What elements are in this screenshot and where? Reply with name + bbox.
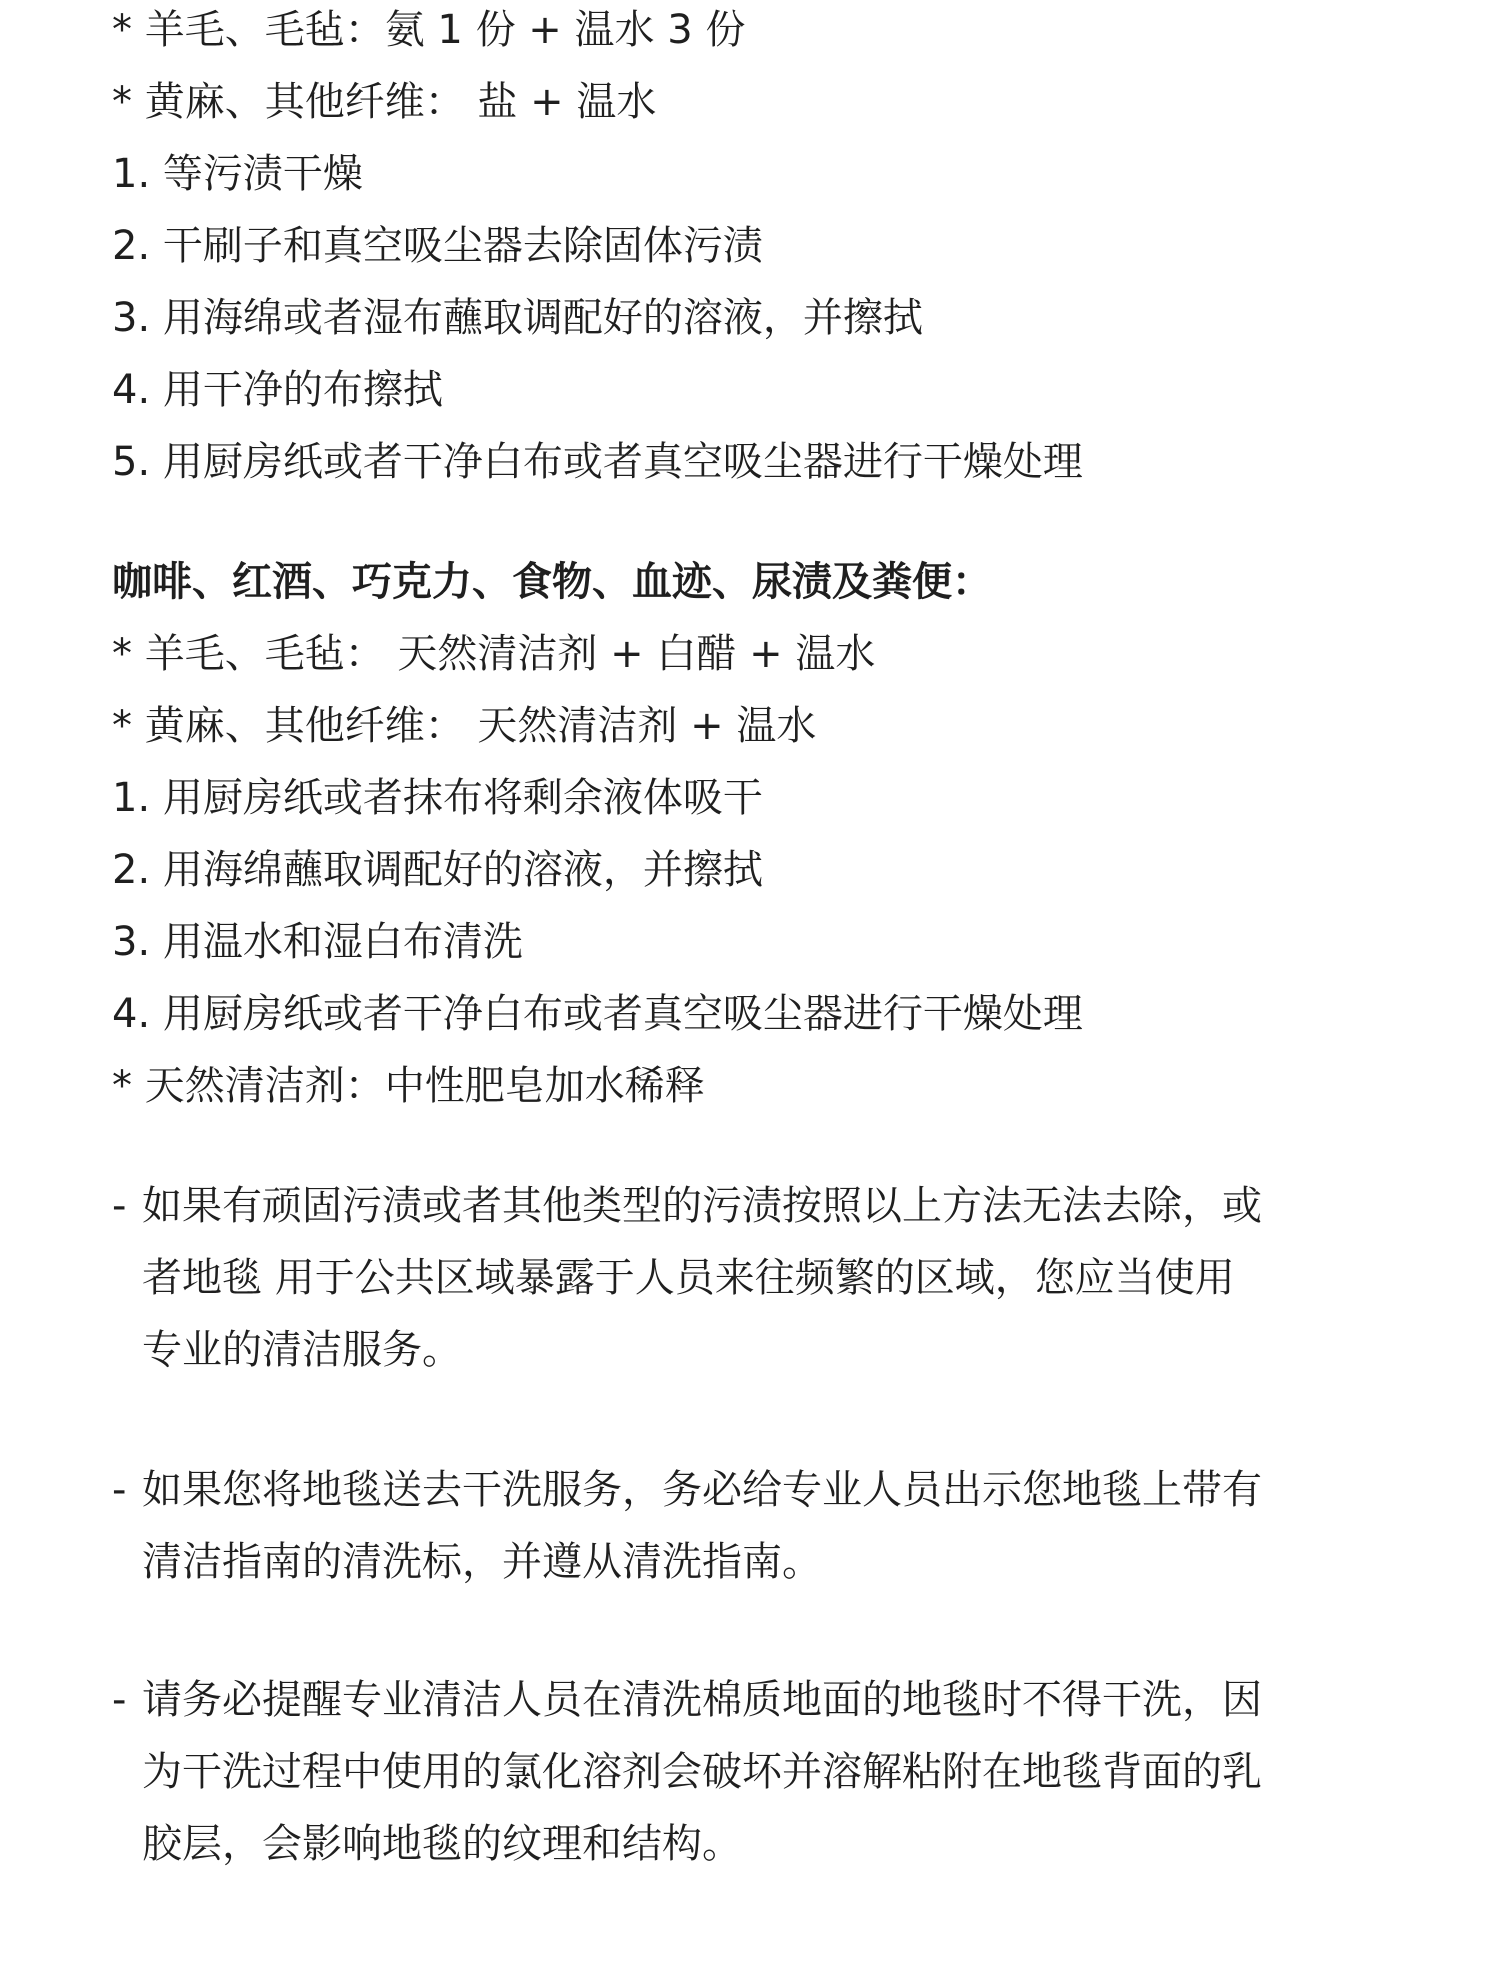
dash-bullet: - bbox=[112, 1467, 127, 1513]
note-line: 者地毯 用于公共区域暴露于人员来往频繁的区域，您应当使用 bbox=[142, 1255, 1235, 1301]
step-item: 3. 用温水和湿白布清洗 bbox=[112, 919, 523, 965]
note-line: 为干洗过程中使用的氯化溶剂会破坏并溶解粘附在地毯背面的乳 bbox=[142, 1749, 1262, 1795]
note-line: 胶层，会影响地毯的纹理和结构。 bbox=[142, 1821, 742, 1867]
fiber-jute-recipe: * 黄麻、其他纤维： 盐 + 温水 bbox=[112, 79, 657, 125]
fiber-jute-recipe: * 黄麻、其他纤维： 天然清洁剂 + 温水 bbox=[112, 703, 817, 749]
step-item: 2. 干刷子和真空吸尘器去除固体污渍 bbox=[112, 223, 763, 269]
fiber-wool-recipe: * 羊毛、毛毡：氨 1 份 + 温水 3 份 bbox=[112, 7, 746, 53]
step-item: 1. 等污渍干燥 bbox=[112, 151, 363, 197]
note-line: 清洁指南的清洗标，并遵从清洗指南。 bbox=[142, 1539, 822, 1585]
step-item: 5. 用厨房纸或者干净白布或者真空吸尘器进行干燥处理 bbox=[112, 439, 1083, 485]
section-heading: 咖啡、红酒、巧克力、食物、血迹、尿渍及粪便： bbox=[112, 559, 992, 605]
dash-bullet: - bbox=[112, 1677, 127, 1723]
step-item: 2. 用海绵蘸取调配好的溶液，并擦拭 bbox=[112, 847, 763, 893]
note-line: 如果有顽固污渍或者其他类型的污渍按照以上方法无法去除，或 bbox=[142, 1183, 1262, 1229]
step-item: 4. 用干净的布擦拭 bbox=[112, 367, 443, 413]
step-item: 3. 用海绵或者湿布蘸取调配好的溶液，并擦拭 bbox=[112, 295, 923, 341]
step-item: 1. 用厨房纸或者抹布将剩余液体吸干 bbox=[112, 775, 763, 821]
dash-bullet: - bbox=[112, 1183, 127, 1229]
footnote: * 天然清洁剂：中性肥皂加水稀释 bbox=[112, 1063, 705, 1109]
note-line: 请务必提醒专业清洁人员在清洗棉质地面的地毯时不得干洗，因 bbox=[142, 1677, 1262, 1723]
fiber-wool-recipe: * 羊毛、毛毡： 天然清洁剂 + 白醋 + 温水 bbox=[112, 631, 876, 677]
note-line: 专业的清洁服务。 bbox=[142, 1327, 462, 1373]
note-line: 如果您将地毯送去干洗服务，务必给专业人员出示您地毯上带有 bbox=[142, 1467, 1262, 1513]
step-item: 4. 用厨房纸或者干净白布或者真空吸尘器进行干燥处理 bbox=[112, 991, 1083, 1037]
